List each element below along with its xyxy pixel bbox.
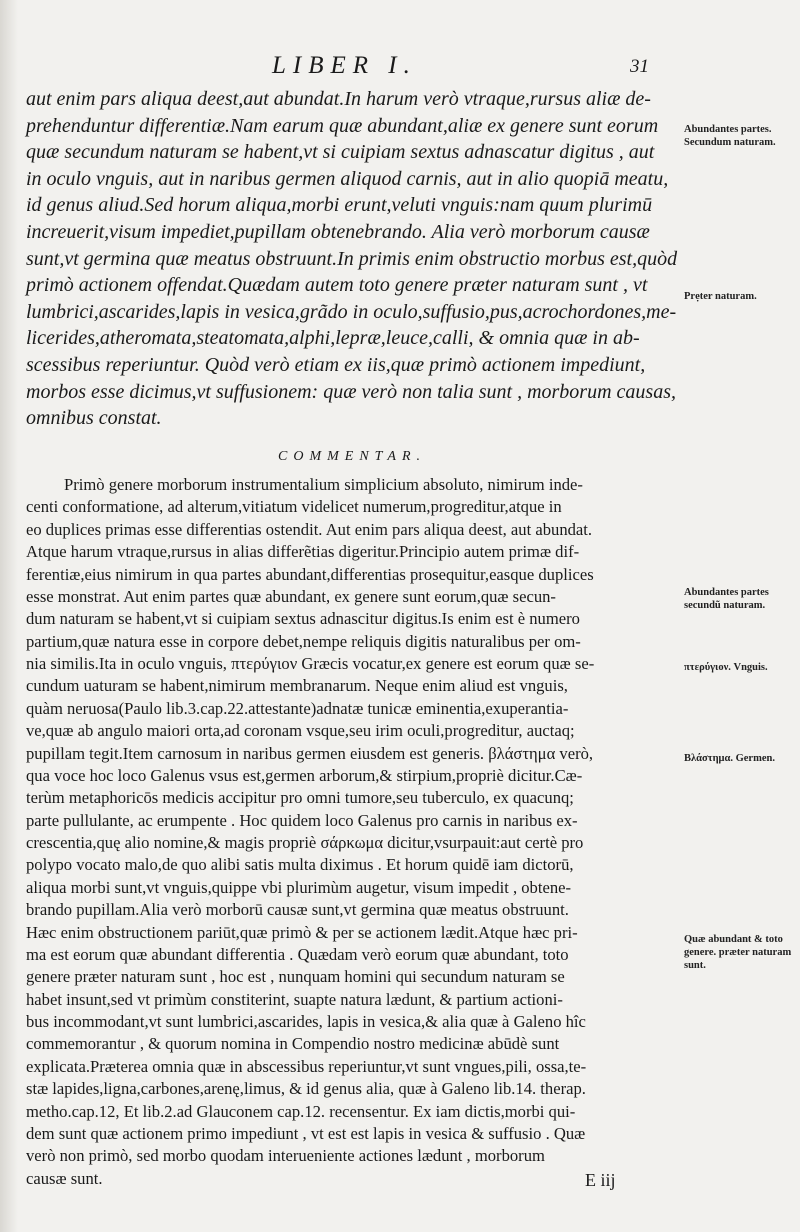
text-line: explicata.Præterea omnia quæ in abscessibus reperiuntur,vt sunt vngues,pili, ossa,te-	[26, 1056, 587, 1076]
text-line: ferentiæ,eius nimirum in qua partes abundant,differentias prosequitur,easque duplices	[26, 564, 594, 584]
text-line: causæ sunt.	[26, 1168, 103, 1188]
text-line: cundum uaturam se habent,nimirum membranarum. Neque enim aliud est vnguis,	[26, 676, 568, 696]
text-line: increuerit,visum impediet,pupillam obtenebrando. Alia verò morborum causæ	[26, 220, 650, 243]
text-line: commemorantur , & quorum nomina in Compendio nostro medicinæ abūdè sunt	[26, 1034, 560, 1054]
margin-note-blastema: Βλάστημα. Germen.	[684, 753, 775, 764]
text-line: licerides,atheromata,steatomata,alphi,lepræ,leuce,calli, & omnia quæ in ab-	[26, 327, 640, 350]
text-line: brando pupillam.Alia verò morborū causæ sunt,vt germina quæ meatus obstruunt.	[26, 900, 569, 920]
page-gutter-shadow	[0, 0, 18, 1232]
text-line: stæ lapides,ligna,carbones,arenę,limus, & id genus alia, quæ à Galeno lib.14. therap.	[26, 1079, 586, 1099]
signature-mark: E iij	[585, 1170, 616, 1190]
text-line: omnibus constat.	[26, 407, 162, 430]
text-line: lumbrici,ascarides,lapis in vesica,grãdo in oculo,suffusio,pus,acrochordones,me-	[26, 300, 677, 323]
text-line: crescentia,quę alio nomine,& magis propriè σάρκωμα dicitur,vsurpauit:aut certè pro	[26, 833, 584, 852]
text-line: habet insunt,sed vt primùm constiterint, suapte natura lædunt, & partium actioni-	[26, 989, 563, 1009]
running-title: LIBER I.	[272, 52, 417, 79]
commentary-text	[26, 474, 681, 1190]
text-line: quæ secundum naturam se habent,vt si cuipiam sextus adnascatur digitus , aut	[26, 141, 655, 164]
text-line: quàm neruosa(Paulo lib.3.cap.22.attestante)adnatæ tunicæ eminentia,exuperantia-	[26, 698, 569, 718]
margin-note-pterygion: πτερύγιον. Vnguis.	[684, 662, 768, 673]
text-line: parte pullulante, ac erumpente . Hoc quidem loco Galenus pro carnis in naribus ex-	[26, 810, 578, 830]
text-line: ve,quæ ab angulo maiori orta,ad coronam vsque,seu irim oculi,progreditur, auctaq;	[26, 721, 575, 741]
text-line: centi conformatione, ad alterum,vitiatum videlicet numerum,progreditur,atque in	[26, 497, 562, 517]
text-line: terùm metaphoricōs medicis accipitur pro omni tumore,seu tuberculo, ex quacunq;	[26, 788, 574, 808]
text-line: in oculo vnguis, aut in naribus germen aliquod carnis, aut in alio quopiā meatu,	[26, 167, 669, 190]
text-line: qua voce hoc loco Galenus vsus est,germen arborum,& stirpium,propriè dicitur.Cæ-	[26, 765, 583, 785]
margin-note-preter-naturam: Prẹter naturam.	[684, 291, 757, 302]
text-line: eo duplices primas esse differentias ostendit. Aut enim pars aliqua deest, aut abundat.	[26, 519, 593, 539]
text-line: morbos esse dicimus,vt suffusionem: quæ verò non talia sunt , morborum causas,	[26, 380, 676, 403]
text-line: Atque harum vtraque,rursus in alias differẽtias digeritur.Principio autem primæ dif-	[26, 542, 580, 562]
text-line: prehenduntur differentiæ.Nam earum quæ abundant,aliæ ex genere sunt eorum	[26, 114, 659, 137]
text-line: esse monstrat. Aut enim partes quæ abundant, ex genere sunt eorum,quæ secun-	[26, 586, 556, 606]
text-line: nia similis.Ita in oculo vnguis, πτερύγιον Græcis vocatur,ex genere est eorum quæ se-	[26, 654, 595, 673]
text-line: id genus aliud.Sed horum aliqua,morbi erunt,veluti vnguis:nam quum plurimū	[26, 194, 653, 217]
text-line: partium,quæ natura esse in corpore debet,nempe reliquis digitis naturalibus per om-	[26, 631, 581, 651]
margin-note-abundantes: Abundantes partes. Secundum naturam.	[684, 124, 776, 148]
text-line: genere præter naturam sunt , hoc est , nunquam homini qui secundum naturam se	[26, 967, 565, 987]
text-line: metho.cap.12, Et lib.2.ad Glauconem cap.12. recensentur. Ex iam dictis,morbi qui-	[26, 1101, 576, 1121]
text-line: sunt,vt germina quæ meatus obstruunt.In primis enim obstructio morbus est,quòd	[26, 247, 678, 270]
text-line: verò non primò, sed morbo quodam interueniente actiones lædunt , morborum	[26, 1146, 545, 1166]
running-head	[0, 52, 800, 82]
text-line: polypo vocato malo,de quo alibi satis multa diximus . Et horum quidē iam dictorū,	[26, 855, 574, 875]
text-line: ma est eorum quæ abundant differentia . Quædam verò eorum quæ abundant, toto	[26, 944, 569, 964]
text-line: aliqua morbi sunt,vt vnguis,quippe vbi plurimùm augetur, visum impedit , obtene-	[26, 877, 572, 897]
text-line: dem sunt quæ actionem primo impediunt , vt est est lapis in vesica & suffusio . Quæ	[26, 1123, 586, 1143]
text-line: Primò genere morborum instrumentalium simplicium absoluto, nimirum inde-	[64, 475, 583, 494]
text-line: bus incommodant,vt sunt lumbrici,ascarides, lapis in vesica,& alia quæ à Galeno hîc	[26, 1012, 586, 1031]
text-line: pupillam tegit.Item carnosum in naribus germen eiusdem est generis. βλάστημα verò,	[26, 743, 594, 763]
page-number: 31	[630, 56, 649, 77]
text-line: dum naturam se habent,vt si cuipiam sextus adnascitur digitus.Is enim est è numero	[26, 609, 580, 629]
text-line: Hæc enim obstructionem pariūt,quæ primò & per se actionem lædit.Atque hæc pri-	[26, 922, 578, 942]
text-line: aut enim pars aliqua deest,aut abundat.In harum verò vtraque,rursus aliæ de-	[26, 88, 651, 110]
text-line: primò actionem offendat.Quædam autem toto genere præter naturam sunt , vt	[26, 274, 648, 297]
margin-note-abundantes-secundum: Abundantes partes secundũ naturam.	[684, 587, 769, 611]
main-text-italic	[26, 86, 676, 432]
margin-note-toto-genere: Quæ abundant & toto genere. præter naturam sunt.	[684, 934, 792, 971]
text-line: scessibus reperiuntur. Quòd verò etiam ex iis,quæ primò actionem impediunt,	[26, 353, 646, 376]
commentary-heading: COMMENTAR.	[278, 449, 427, 464]
